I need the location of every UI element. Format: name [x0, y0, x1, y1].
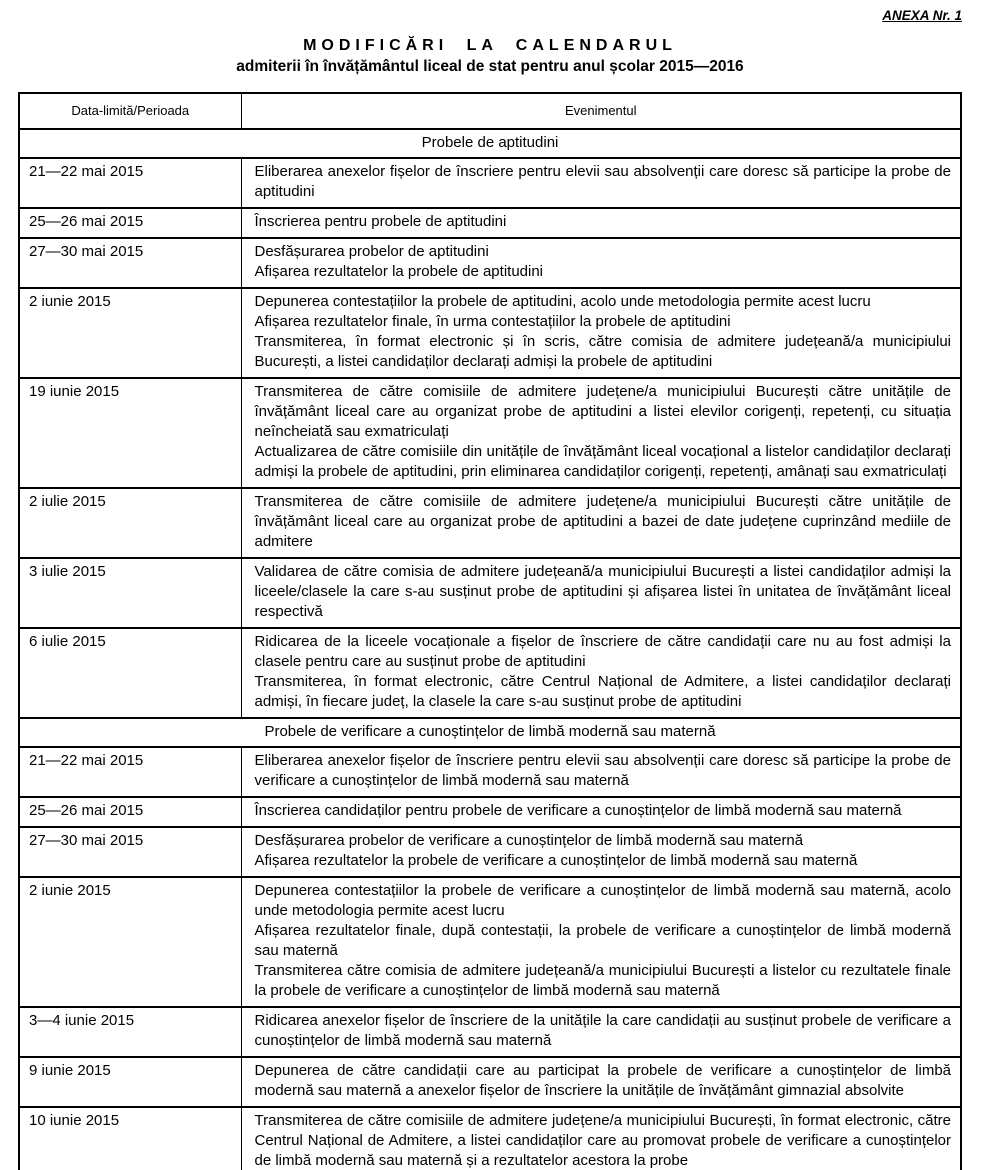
event-item: Depunerea contestațiilor la probele de verificare a cunoștințelor de limbă modernă sau maternă, acolo unde metodologia permite acest lucru	[254, 882, 951, 919]
event-cell	[241, 558, 961, 628]
document-title: MODIFICĂRI LA CALENDARUL	[303, 37, 677, 54]
event-item: Ridicarea de la liceele vocaționale a fișelor de înscriere de către candidații care nu au fost admiși la clasele pentru care au susținut probe de aptitudini	[254, 633, 951, 670]
event-item: Transmiterea de către comisiile de admitere județene/a municipiului București, în format electronic, către Centrul Național de Admitere, a listei candidaților care au promovat probele de verificare a cunoștințelor de limbă modernă sau maternă și a rezultatelor acestora la probe	[254, 1112, 951, 1169]
event-item: Afișarea rezultatelor la probele de aptitudini	[254, 263, 544, 280]
table-row	[19, 488, 961, 558]
table-row	[19, 797, 961, 827]
event-item: Transmiterea de către comisiile de admitere județene/a municipiului București către unitățile de învățământ liceal care au organizat probe de aptitudini a listei elevilor corigenți, repetenți, cu situația neîncheiată sau exmatriculați	[254, 383, 951, 440]
event-item: Transmiterea, în format electronic, către Centrul Național de Admitere, a listei candidaților declarați admiși, în fiecare județ, la clasele la care s-au susținut probe de aptitudini	[254, 673, 951, 710]
table-row	[19, 747, 961, 797]
date-cell: 27—30 mai 2015	[19, 827, 241, 877]
table-row	[19, 558, 961, 628]
event-cell	[241, 208, 961, 238]
event-cell	[241, 747, 961, 797]
table-body	[19, 129, 961, 1170]
column-header-event: Evenimentul	[241, 93, 961, 129]
event-item: Afișarea rezultatelor finale, în urma contestațiilor la probele de aptitudini	[254, 313, 731, 330]
date-cell: 2 iunie 2015	[19, 288, 241, 378]
table-row	[19, 158, 961, 208]
table-row	[19, 628, 961, 718]
event-item: Depunerea de către candidații care au participat la probele de verificare a cunoștințelor de limbă modernă sau maternă a anexelor fișelor de înscriere la unitățile de învățământ gimnazial absolvite	[254, 1062, 951, 1099]
event-item: Înscrierea candidaților pentru probele de verificare a cunoștințelor de limbă modernă sau maternă	[254, 802, 902, 819]
date-cell: 25—26 mai 2015	[19, 797, 241, 827]
table-row	[19, 208, 961, 238]
event-cell	[241, 488, 961, 558]
date-cell: 3—4 iunie 2015	[19, 1007, 241, 1057]
event-item: Afișarea rezultatelor finale, după contestații, la probele de verificare a cunoștințelor de limbă modernă sau maternă	[254, 922, 951, 959]
event-item: Ridicarea anexelor fișelor de înscriere de la unitățile la care candidații au susținut probele de verificare a cunoștințelor de limbă modernă sau maternă	[254, 1012, 951, 1049]
event-item: Transmiterea de către comisiile de admitere județene/a municipiului București către unitățile de învățământ liceal care au organizat probe de aptitudini a bazei de date județene cuprinzând mediile de admitere	[254, 493, 951, 550]
event-cell	[241, 1007, 961, 1057]
column-header-date: Data-limită/Perioada	[19, 93, 241, 129]
section-title: Probele de verificare a cunoștințelor de limbă modernă sau maternă	[19, 718, 961, 747]
event-cell	[241, 238, 961, 288]
event-cell	[241, 628, 961, 718]
event-item: Validarea de către comisia de admitere județeană/a municipiului București a listei candidaților admiși la liceele/clasele la care s-au susținut probe de aptitudini și afișarea listei în unitatea de învățământ liceal respectivă	[254, 563, 951, 620]
date-cell: 19 iunie 2015	[19, 378, 241, 488]
date-cell: 2 iunie 2015	[19, 877, 241, 1007]
event-item: Desfășurarea probelor de verificare a cunoștințelor de limbă modernă sau maternă	[254, 832, 804, 849]
event-item: Eliberarea anexelor fișelor de înscriere pentru elevii sau absolvenții care doresc să participe la probe de aptitudini	[254, 163, 951, 200]
event-item: Înscrierea pentru probele de aptitudini	[254, 213, 507, 230]
event-item: Afișarea rezultatelor la probele de verificare a cunoștințelor de limbă modernă sau maternă	[254, 852, 858, 869]
section-header-row	[19, 129, 961, 158]
date-cell: 3 iulie 2015	[19, 558, 241, 628]
event-cell	[241, 288, 961, 378]
table-row	[19, 1007, 961, 1057]
event-cell	[241, 877, 961, 1007]
event-cell	[241, 378, 961, 488]
event-item: Transmiterea către comisia de admitere județeană/a municipiului București a listelor cu rezultatele finale la probele de verificare a cunoștințelor de limbă modernă sau maternă	[254, 962, 951, 999]
event-cell	[241, 827, 961, 877]
date-cell: 21—22 mai 2015	[19, 747, 241, 797]
date-cell: 27—30 mai 2015	[19, 238, 241, 288]
table-row	[19, 877, 961, 1007]
section-header-row	[19, 718, 961, 747]
event-item: Desfășurarea probelor de aptitudini	[254, 243, 489, 260]
table-row	[19, 238, 961, 288]
event-cell	[241, 797, 961, 827]
table-row	[19, 378, 961, 488]
date-cell: 6 iulie 2015	[19, 628, 241, 718]
event-cell	[241, 158, 961, 208]
table-row	[19, 827, 961, 877]
event-cell	[241, 1107, 961, 1170]
date-cell: 2 iulie 2015	[19, 488, 241, 558]
event-item: Depunerea contestațiilor la probele de aptitudini, acolo unde metodologia permite acest lucru	[254, 293, 871, 310]
event-item: Actualizarea de către comisiile din unitățile de învățământ liceal vocațional a listelor candidaților declarați admiși la probele de aptitudini, prin eliminarea candidaților corigenți, repetenți, amânați sau exmatriculați	[254, 443, 951, 480]
date-cell: 21—22 mai 2015	[19, 158, 241, 208]
event-item: Eliberarea anexelor fișelor de înscriere pentru elevii sau absolvenții care doresc să participe la probe de verificare a cunoștințelor de limbă modernă sau maternă	[254, 752, 951, 789]
annex-note: ANEXA Nr. 1	[882, 8, 962, 23]
calendar-table	[18, 92, 962, 1170]
date-cell: 25—26 mai 2015	[19, 208, 241, 238]
section-title: Probele de aptitudini	[19, 129, 961, 158]
table-header-row	[19, 93, 961, 129]
date-cell: 10 iunie 2015	[19, 1107, 241, 1170]
document-subtitle: admiterii în învățământul liceal de stat pentru anul școlar 2015—2016	[236, 58, 744, 75]
table-row	[19, 1107, 961, 1170]
table-row	[19, 1057, 961, 1107]
event-cell	[241, 1057, 961, 1107]
table-row	[19, 288, 961, 378]
date-cell: 9 iunie 2015	[19, 1057, 241, 1107]
event-item: Transmiterea, în format electronic și în scris, către comisia de admitere județeană/a municipiului București, a listei candidaților declarați admiși la probele de aptitudini	[254, 333, 951, 370]
